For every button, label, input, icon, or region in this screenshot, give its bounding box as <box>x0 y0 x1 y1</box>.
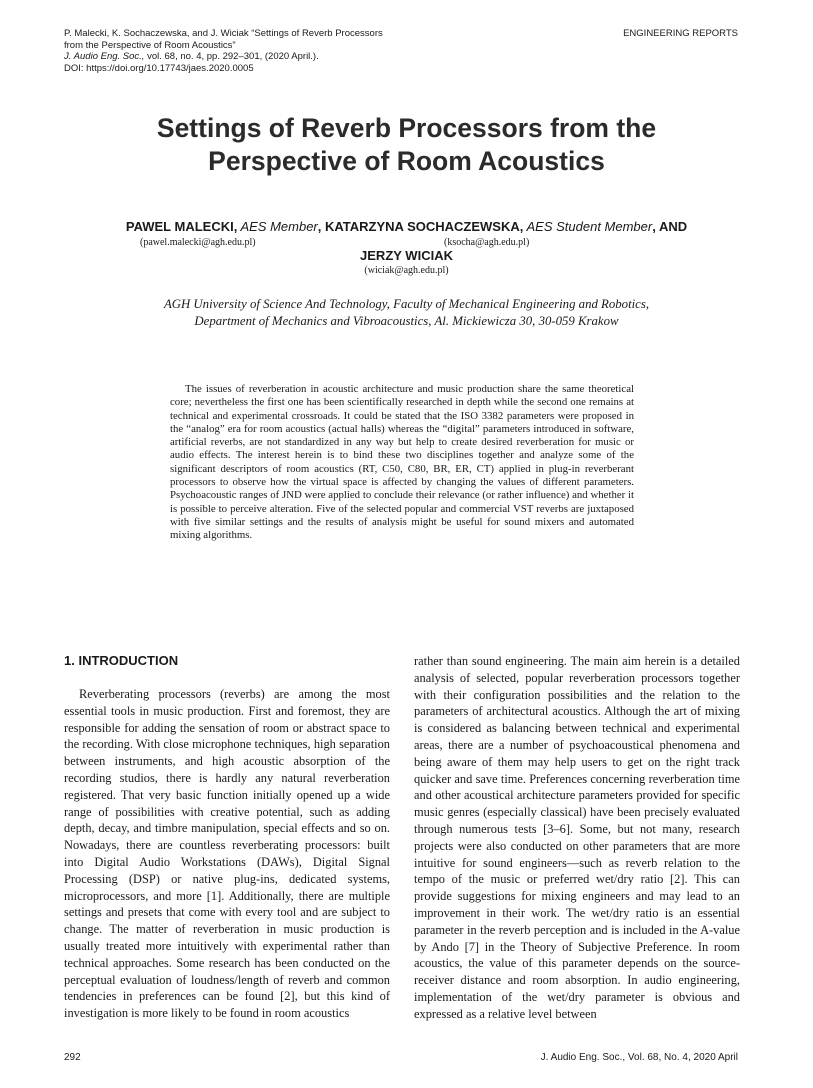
citation-line: P. Malecki, K. Sochaczewska, and J. Wiciak “Settings of Reverb Processors <box>64 28 383 39</box>
author-name: , KATARZYNA SOCHACZEWSKA, <box>317 219 524 234</box>
affiliation <box>60 296 753 330</box>
body-column-right: rather than sound engineering. The main aim herein is a detailed analysis of selected, popular reverberation processors together with their configuration possibilities and the relation to the parameters of architectural acoustics. Although the art of mixing is considered as balancing between technical and experimental areas, there are a number of psychoacoustical phenomena and being aware of them may help users to get on the right track quicker and save time. Preferences concerning reverberation time and other acoustical architecture parameters provided for specific music genres (especially classical) have been precisely evaluated through numerous tests [3–6]. Some, but not many, research projects were also conducted on other parameters that are more intuitive for sound engineers—such as reverb relation to the tempo of the music or preferred wet/dry ratio [2]. This can provide suggestions for mixing engineers and may lead to an improvement in their work. The wet/dry ratio is an essential parameter in the reverb perception and is included in the A-value by Ando [7] in the Theory of Subjective Preference. In room acoustics, the value of this parameter depends on the source-receiver distance and room absorption. In audio engineering, implementation of the wet/dry parameter is obvious and expressed as a relative level between <box>414 654 740 1021</box>
citation-volume: vol. 68, no. 4, pp. 292–301, (2020 April.). <box>144 51 319 62</box>
author-conjunction: , AND <box>652 219 688 234</box>
citation-line: from the Perspective of Room Acoustics” <box>64 39 236 51</box>
journal-abbrev: J. Audio Eng. Soc., <box>64 51 145 62</box>
affiliation-line: Department of Mechanics and Vibroacoustics, Al. Mickiewicza 30, 30-059 Krakow <box>194 314 619 328</box>
citation-line <box>64 51 424 63</box>
author-role: AES Student Member <box>523 219 653 234</box>
citation-block <box>64 28 424 74</box>
page-number: 292 <box>64 1052 81 1063</box>
title-line: Settings of Reverb Processors from the <box>156 113 657 143</box>
author-role: AES Member <box>237 219 318 234</box>
body-column-left: Reverberating processors (reverbs) are among the most essential tools in music production. First and foremost, they are responsible for adding the sensation of room or abstract space to the recording. With close microphone techniques, high separation between instruments, and high acoustic absorption of the recording studios, there is hardly any natural reverberation registered. That very basic function initially opened up a wide range of possibilities with creative potential, such as adding depth, decay, and timbre manipulation, special effects and so on. Nowadays, there are countless reverberating processors: built into Digital Audio Workstations (DAWs), Digital Signal Processing (DSP) or native plug-ins, dedicated systems, microprocessors, and more [1]. Additionally, there are multiple settings and presets that come with every tool and are subject to change. The matter of reverberation in music production is usually treated more intuitively with experimental rather than technical approaches. Some research has been conducted on the perceptual evaluation of loudness/length of reverb and common tendencies in preferences can be found [2], but this kind of investigation is more likely to be found in room acoustics <box>64 687 390 1021</box>
paper-title <box>60 112 753 178</box>
section-label: ENGINEERING REPORTS <box>623 28 738 39</box>
affiliation-line: AGH University of Science And Technology, Faculty of Mechanical Engineering and Robotics, <box>163 297 650 311</box>
author-name: PAWEL MALECKI, <box>125 219 238 234</box>
journal-footer: J. Audio Eng. Soc., Vol. 68, No. 4, 2020 April <box>540 1052 738 1063</box>
doi-link[interactable]: DOI: https://doi.org/10.17743/jaes.2020.0005 <box>64 62 254 74</box>
abstract: The issues of reverberation in acoustic architecture and music production share the same theoretical core; nevertheless the first one has been scientifically researched in depth while the second one remains at technical and experimental crossroads. It could be stated that the ISO 3382 parameters were proposed in the “analog” era for room acoustics (actual halls) whereas the “digital” parameters introduced in software, artificial reverbs, are not standardized in any way but help to create desired reverberation for music or audio effects. The interest herein is to bind these two disciplines together and analyze some of the significant descriptors of room acoustics (RT, C50, C80, BR, ER, CT) applied in plug-in reverberant processors to observe how the virtual space is affected by changing the values of different parameters. Psychoacoustic ranges of JND were applied to conclude their relevance (or rather influence) and whether it is possible to perceive alteration. Five of the selected popular and commercial VST reverbs are juxtaposed with five similar settings and the results of analysis might be useful for sound mixers and automated mixing algorithms. <box>170 383 634 542</box>
author-line <box>60 219 753 235</box>
section-heading: 1. INTRODUCTION <box>64 653 179 668</box>
author-email[interactable]: (wiciak@agh.edu.pl) <box>364 265 449 276</box>
title-line: Perspective of Room Acoustics <box>208 146 605 176</box>
author-email[interactable]: (ksocha@agh.edu.pl) <box>444 237 530 248</box>
author-block <box>60 219 753 235</box>
author-email[interactable]: (pawel.malecki@agh.edu.pl) <box>140 237 256 248</box>
author-name: JERZY WICIAK <box>360 248 453 263</box>
